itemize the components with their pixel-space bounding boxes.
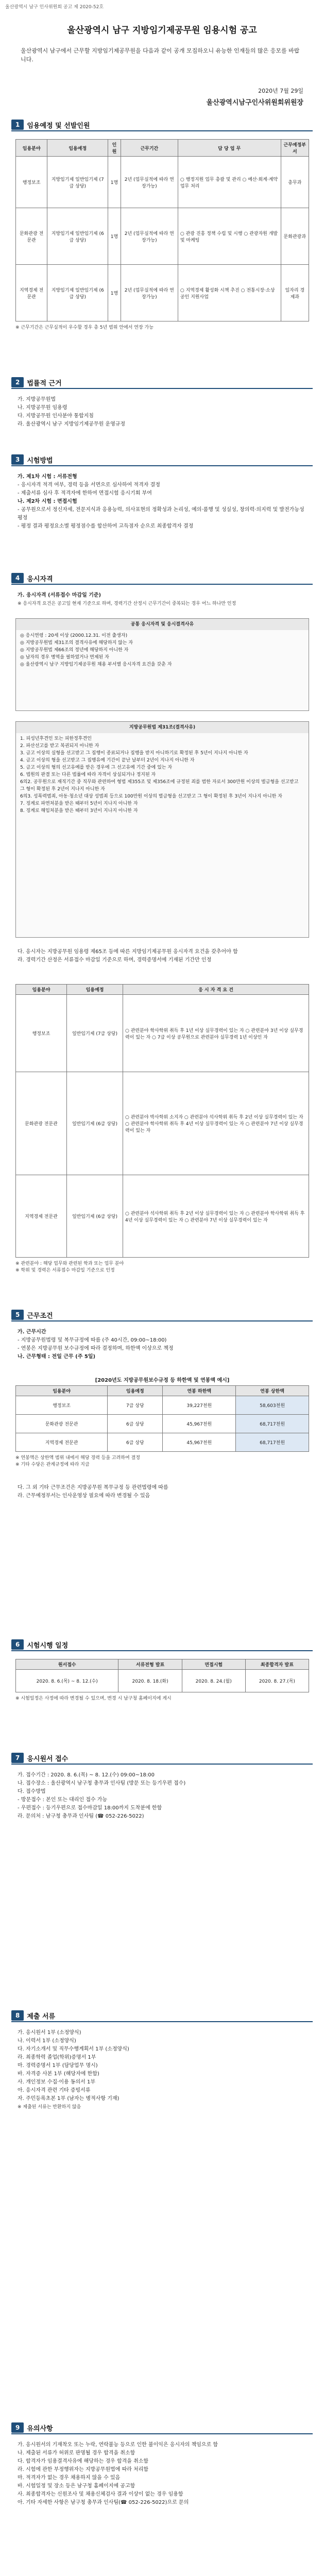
section-number: 9 [11,2422,24,2433]
text-line: 가. 응시원서의 기재착오 또는 누락, 연락불능 등으로 인한 불이익은 응시자의 책임으로 함 [18,2442,218,2448]
table-header: 근무예정부서 [281,140,309,157]
table-header: 최종합격자 발표 [245,1659,309,1670]
text-line: 6의3. 성폭력범죄, 아동·청소년 대상 성범죄 등으로 100만원 이상의 벌금형을 선고받고 그 형이 확정된 후 3년이 지나지 아니한 자 [20,794,282,799]
section-number: 6 [11,1639,24,1650]
section-label: 시험시행 일정 [27,1641,69,1650]
text-line: 나. 제출된 서류가 허위로 판명될 경우 합격을 취소함 [18,2450,135,2456]
text-line: ※ 응시자격 요건은 공고일 현재 기준으로 하며, 경력기간 산정시 근무기간이 중복되는 경우 어느 하나만 인정 [18,601,236,606]
box-header: 공통 응시자격 및 응시결격사유 [16,619,309,630]
table-header: 연봉 상한액 [236,1386,309,1396]
text-line: 나. 이력서 1부 (소정양식) [18,2038,76,2044]
section-number: 5 [11,1310,24,1320]
table-note: ※ 시험일정은 사정에 따라 변경될 수 있으며, 변경 시 남구청 홈페이지에 게시 [15,1696,172,1701]
section-label: 시험방법 [27,456,53,465]
text-line: 가. 응시자격 (서류접수 마감일 기준) [18,592,101,598]
text-line: 4. 금고 이상의 형을 선고받고 그 집행유예 기간이 끝난 날부터 2년이 지나지 아니한 자 [20,758,195,763]
section-header-5 [11,1309,53,1321]
application-info [18,1771,306,1821]
text-line: - 지방공무원법령 및 복무규정에 따름 (주 40시간, 09:00~18:00) [18,1337,167,1343]
text-line: 3. 금고 이상의 실형을 선고받고 그 집행이 종료되거나 집행을 받지 아니하기로 확정된 후 5년이 지나지 아니한 자 [20,751,248,756]
text-line: 6의2. 공무원으로 재직기간 중 직무와 관련하여 형법 제355조 및 제356조에 규정된 죄를 범한 자로서 300만원 이상의 벌금형을 선고받고 그 형이 확정된 후 2년이 지나지 아니한 자 [20,779,299,792]
text-line: 라. 울산광역시 남구 지방임기제공무원 운영규정 [18,421,126,427]
section-label: 임용예정 및 선발인원 [27,122,90,130]
section-header-9 [11,2421,53,2434]
table-note: ※ 관련분야 : 해당 업무와 관련된 학과 또는 업무 분야 [15,1261,124,1266]
text-line: 아. 기타 자세한 사항은 남구청 총무과 인사팀(☎ 052-226-5022)으로 문의 [18,2500,189,2505]
text-line: 사. 최종합격자는 신원조사 및 채용신체검사 결과 이상이 없는 경우 임용함 [18,2492,183,2497]
table-cell: 지방임기제 일반임기제 (6급 상당) [47,265,108,321]
table-cell: 6급 상당 [108,1415,163,1433]
schedule-table [15,1659,309,1701]
table-header: 응 시 자 격 요 건 [123,985,309,995]
table-cell: ○ 행정지원 업무 총괄 및 관리 ○ 예산·회계·계약업무 처리 [178,157,281,208]
table-cell: 2020. 8. 18.(화) [118,1670,182,1692]
table-cell: 2020. 8. 6.(목) ~ 8. 12.(수) [16,1670,118,1692]
table-cell: 지방임기제 일반임기제 (6급 상당) [47,208,108,265]
section-divider [11,1320,313,1321]
table-header: 면접시험 [182,1659,245,1670]
notice-date: 2020년 7월 29일 [258,88,303,94]
table-row [16,1415,309,1433]
table-note: ※ 연봉액은 상한액 범위 내에서 해당 경력 등을 고려하여 결정 [15,1455,140,1461]
table-cell: 68,717천원 [236,1433,309,1452]
table-header: 임용분야 [16,140,47,157]
section-number: 3 [11,454,24,465]
exam-method [18,473,306,531]
table-cell: 45,967천원 [163,1415,236,1433]
table-cell: 일반임기제 (6급 상당) [67,1072,123,1175]
table-note: ※ 학위 및 경력은 서류접수 마감일 기준으로 인정 [15,1268,115,1273]
table-cell: 행정보조 [16,1396,108,1415]
table-cell: 지역경제 전문관 [16,265,47,321]
section-number: 2 [11,377,24,387]
text-line: 마. 적격자가 없는 경우 채용하지 않을 수 있음 [18,2475,121,2481]
text-line: 아. 응시자격 관련 기타 증빙서류 [18,2088,91,2093]
cautions [18,2441,306,2507]
table-header: 서류전형 발표 [118,1659,182,1670]
text-line: 다. 응시자는 지방공무원 임용령 제65조 등에 따른 지방임기제공무원 응시자격 요건을 갖추어야 함 [18,949,238,955]
table-cell: 2020. 8. 27.(목) [245,1670,309,1692]
table-cell: 지방임기제 일반임기제 (7급 상당) [47,157,108,208]
table-cell: 1명 [108,157,121,208]
text-line: 바. 자격증 사본 1부 (해당자에 한함) [18,2071,99,2077]
table-cell: 행정보조 [16,995,67,1072]
table-header: 인원 [108,140,121,157]
table-cell: 1명 [108,208,121,265]
section-number: 4 [11,573,24,583]
text-line: - 연봉은 지방공무원 보수규정에 따라 결정하며, 하한액 이상으로 책정 [18,1346,174,1351]
text-line: 나. 제2차 시험 : 면접시험 [18,499,77,504]
table-header: 원서접수 [16,1659,118,1670]
section-divider [11,1764,313,1765]
section-divider [11,388,313,389]
text-line: 라. 문의처 : 남구청 총무과 인사팀 (☎ 052-226-5022) [18,1814,144,1819]
text-line: ◎ 울산광역시 남구 지방임기제공무원 채용 부서별 응시자격 요건을 갖춘 자 [20,662,172,667]
law-basis [18,396,306,429]
text-line: 다. 그 외 기타 근무조건은 지방공무원 복무규정 등 관련법령에 따름 [18,1485,168,1490]
text-line: 다. 자기소개서 및 직무수행계획서 1부 (소정양식) [18,2046,129,2052]
section-header-4 [11,572,53,584]
table-cell: 행정보조 [16,157,47,208]
text-line: 가. 접수기간 : 2020. 8. 6.(목) ~ 8. 12.(수) 09:00~18:00 [18,1772,155,1778]
table-cell: ○ 관련분야 학사학위 취득 후 1년 이상 실무경력이 있는 자 ○ 관련분야 3년 이상 실무경력이 있는 자 ○ 7급 이상 공무원으로 관련분야 실무경력 1년 이상인 자 [123,995,309,1072]
table-cell: 문화관광 전문관 [16,1072,67,1175]
table-header: 담 당 업 무 [178,140,281,157]
table-cell: 지역경제 전문관 [16,1175,67,1258]
text-line: 다. 합격자가 임용결격사유에 해당하는 경우 합격을 취소함 [18,2459,149,2464]
table-row [16,995,309,1072]
text-line: - 응시자격 적격 여부, 경력 등을 서면으로 심사하여 적격자 결정 [18,482,160,488]
table-cell: 6급 상당 [108,1433,163,1452]
text-line: 가. 응시원서 1부 (소정양식) [18,2030,81,2036]
text-line: - 평정 결과 평정요소별 평정점수를 합산하여 고득점자 순으로 최종합격자 결정 [18,523,194,529]
section-header-1 [11,118,90,131]
text-line: 사. 개인정보 수집·이용 동의서 1부 [18,2079,96,2085]
table-cell: ○ 관련분야 박사학위 소지자 ○ 관련분야 석사학위 취득 후 2년 이상 실무경력이 있는 자 ○ 관련분야 학사학위 취득 후 4년 이상 실무경력이 있는 자 ○ 관련분야 7년 이상 실무경력이 있는 자 [123,1072,309,1175]
table-cell: 1명 [108,265,121,321]
text-line: 자. 주민등록초본 1부 (남자는 병적사항 기재) [18,2096,120,2102]
section-label: 응시자격 [27,575,53,583]
issuer-name: 울산광역시남구인사위원회위원장 [206,99,303,107]
table-cell: 2년 (업무실적에 따라 연장가능) [121,157,178,208]
text-line: 가. 근무시간 [18,1329,46,1335]
table-row [16,1072,309,1175]
table-cell: ○ 관광 진흥 정책 수립 및 시행 ○ 관광자원 개발 및 마케팅 [178,208,281,265]
intro-text: 울산광역시 남구에서 근무할 지방임기제공무원을 다음과 같이 공개 모집하오니 유능한 인재들의 많은 응모를 바랍니다. [21,47,300,63]
qualification-table [15,984,309,1273]
section-header-7 [11,1752,68,1764]
table-cell: 문화관광 전문관 [16,208,47,265]
text-line: ◎ 응시연령 : 20세 이상 (2000.12.31. 이전 출생자) [20,633,128,638]
section-divider [11,584,313,585]
table-header: 임용예정 [47,140,108,157]
text-line: 다. 지방공무원 인사분야 통합지침 [18,413,94,419]
text-line: - 방문접수 : 본인 또는 대리인 접수 가능 [18,1797,108,1803]
required-documents [18,2029,306,2111]
qualification-notes [18,948,306,964]
table-header: 임용분야 [16,985,67,995]
table-header: 임용예정 [108,1386,163,1396]
section-header-6 [11,1638,68,1651]
table-cell: 2년 (업무실적에 따라 연장가능) [121,208,178,265]
text-line: 1. 피성년후견인 또는 피한정후견인 [20,736,92,741]
text-line: 라. 근무예정부서는 인사운영상 필요에 따라 변경될 수 있음 [18,1493,150,1499]
table-header: 연봉 하한액 [163,1386,236,1396]
table-caption: [2020년도 지방공무원보수규정 등 하한액 및 연봉액 예시] [95,1378,230,1383]
text-line: 7. 징계로 파면처분을 받은 때부터 5년이 지나지 아니한 자 [20,801,138,806]
text-line: 8. 징계로 해임처분을 받은 때부터 3년이 지나지 아니한 자 [20,808,138,814]
text-line: ◎ 지방공무원법 제31조의 결격사유에 해당하지 않는 자 [20,640,133,646]
work-conditions [18,1328,306,1361]
table-row [16,1433,309,1452]
table-cell: ○ 관련분야 석사학위 취득 후 2년 이상 실무경력이 있는 자 ○ 관련분야 학사학위 취득 후 4년 이상 실무경력이 있는 자 ○ 관련분야 7년 이상 실무경력이 있는 자 [123,1175,309,1258]
table-cell: 일반임기제 (7급 상당) [67,995,123,1072]
table-cell: ○ 지역경제 활성화 시책 추진 ○ 전통시장·소상공인 지원사업 [178,265,281,321]
table-cell: 총무과 [281,157,309,208]
table-cell: 68,717천원 [236,1415,309,1433]
section-divider [11,130,313,131]
table-header: 임용예정 [67,985,123,995]
section-divider [11,465,313,466]
table-cell: 39,227천원 [163,1396,236,1415]
text-line: 나. 접수장소 : 울산광역시 남구청 총무과 인사팀 (방문 또는 등기우편 접수) [18,1781,186,1786]
text-line: - 우편접수 : 등기우편으로 접수마감일 18:00까지 도착분에 한함 [18,1805,162,1811]
table-cell: 58,603천원 [236,1396,309,1415]
section-header-2 [11,376,62,388]
text-line: 마. 경력증명서 1부 (담당업무 명시) [18,2063,98,2069]
table-note: ※ 근무기간은 근무실적이 우수할 경우 총 5년 범위 안에서 연장 가능 [15,325,154,330]
section-header-3 [11,453,53,466]
table-row [16,208,309,265]
table-cell: 2년 (업무실적에 따라 연장가능) [121,265,178,321]
text-line: - 공무원으로서 정신자세, 전문지식과 응용능력, 의사표현의 정확성과 논리성, 예의·품행 및 성실성, 창의력·의지력 및 발전가능성 평정 [18,507,304,521]
section-number: 8 [11,2010,24,2021]
table-cell: 지역경제 전문관 [16,1433,108,1452]
qualification-intro [18,591,306,608]
text-line: 바. 시험일정 및 장소 등은 남구청 홈페이지에 공고함 [18,2483,135,2489]
section-label: 근무조건 [27,1312,53,1320]
table-cell: 일반임기제 (6급 상당) [67,1175,123,1258]
section-label: 유의사항 [27,2425,53,2433]
text-line: ◎ 남자의 경우 병역을 필하였거나 면제된 자 [20,655,109,660]
text-line: ◎ 지방공무원법 제66조의 정년에 해당하지 아니한 자 [20,648,129,653]
text-line: 다. 접수방법 [18,1789,46,1794]
section-header-8 [11,2009,55,2022]
text-line: - 제출서류 심사 후 적격자에 한하여 면접시험 응시기회 부여 [18,490,152,496]
section-label: 법률적 근거 [27,379,62,387]
notice-number: 울산광역시 남구 인사위원회 공고 제 2020-52호 [5,5,104,10]
section-divider [11,2433,313,2434]
section-divider [11,2021,313,2022]
text-line: 나. 지방공무원 임용령 [18,405,67,411]
table-cell: 문화관광과 [281,208,309,265]
table-cell: 문화관광 전문관 [16,1415,108,1433]
text-line: 나. 근무형태 : 전일 근무 (주 5일) [18,1354,96,1360]
table-cell: 45,967천원 [163,1433,236,1452]
recruit-table [15,139,309,330]
text-line: 라. 최종학력 졸업(학위)증명서 1부 [18,2055,96,2060]
table-header: 근무기간 [121,140,178,157]
section-divider [11,1650,313,1651]
section-number: 1 [11,120,24,130]
section-label: 응시원서 접수 [27,1755,69,1763]
text-line: 가. 제1차 시험 : 서류전형 [18,474,77,480]
work-conditions-more [18,1484,306,1500]
common-qualification-box [15,618,309,711]
disqualification-box [15,721,309,938]
box-header: 지방공무원법 제31조(결격사유) [16,722,309,733]
section-label: 제출 서류 [27,2012,56,2021]
table-row [16,265,309,321]
text-line: 라. 경력기간 산정은 서류접수 마감일 기준으로 하며, 경력증명서에 기재된 기간만 인정 [18,957,212,963]
page-title: 울산광역시 남구 지방임기제공무원 임용시험 공고 [67,25,257,36]
table-header: 임용분야 [16,1386,108,1396]
text-line: 6. 법원의 판결 또는 다른 법률에 따라 자격이 상실되거나 정지된 자 [20,772,156,777]
text-line: 2. 파산선고를 받고 복권되지 아니한 자 [20,743,99,749]
text-line: 가. 지방공무원법 [18,397,56,402]
salary-table [15,1376,309,1467]
table-cell: 7급 상당 [108,1396,163,1415]
text-line: 5. 금고 이상의 형의 선고유예를 받은 경우에 그 선고유예 기간 중에 있는 자 [20,765,173,770]
table-note: ※ 기타 수당은 관계규정에 따라 지급 [15,1462,90,1467]
text-line: 라. 시험에 관한 부정행위자는 지방공무원법에 따라 처리함 [18,2467,149,2472]
table-cell: 일자리 경제과 [281,265,309,321]
table-row [16,157,309,208]
table-row [16,1670,309,1692]
table-cell: 2020. 8. 24.(월) [182,1670,245,1692]
table-row [16,1175,309,1258]
text-line: ※ 제출된 서류는 반환하지 않음 [18,2105,81,2110]
section-number: 7 [11,1753,24,1763]
table-row [16,1396,309,1415]
